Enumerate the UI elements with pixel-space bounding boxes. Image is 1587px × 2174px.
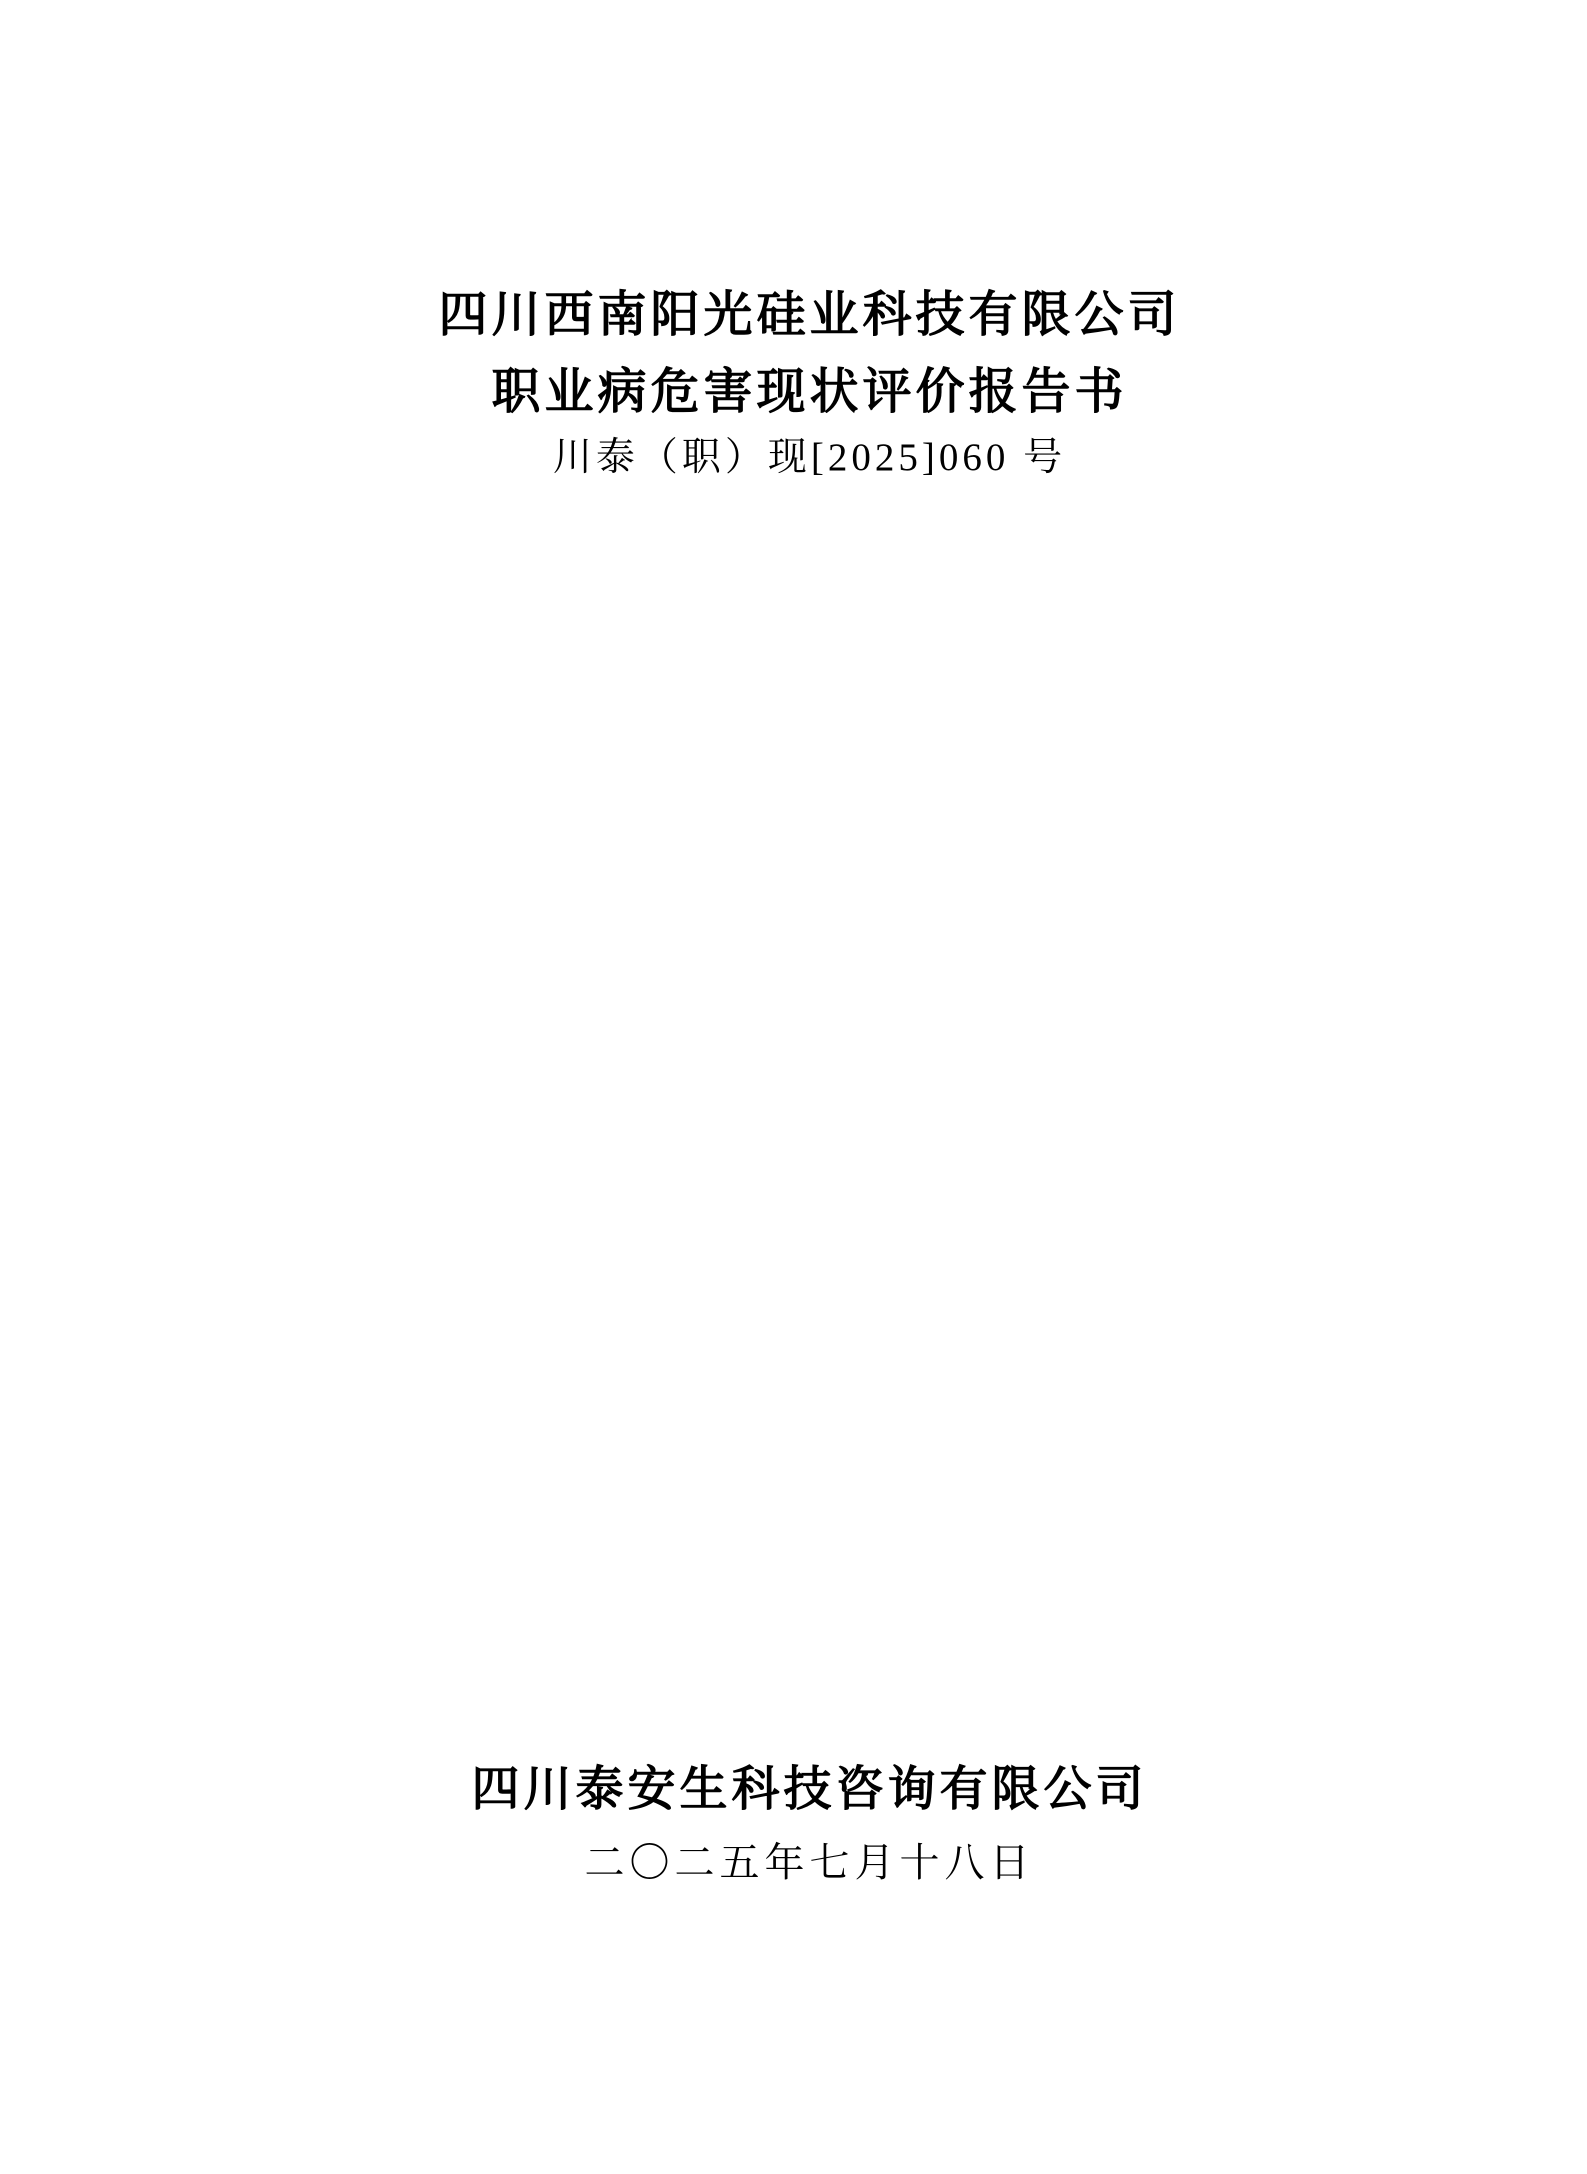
report-title: 职业病危害现状评价报告书 bbox=[491, 365, 1128, 419]
publication-date: 二〇二五年七月十八日 bbox=[584, 1841, 1035, 1885]
publisher-name: 四川泰安生科技咨询有限公司 bbox=[471, 1763, 1148, 1816]
document-number: 川泰（职）现[2025]060 号 bbox=[552, 436, 1067, 479]
company-title: 四川西南阳光硅业科技有限公司 bbox=[438, 288, 1181, 342]
